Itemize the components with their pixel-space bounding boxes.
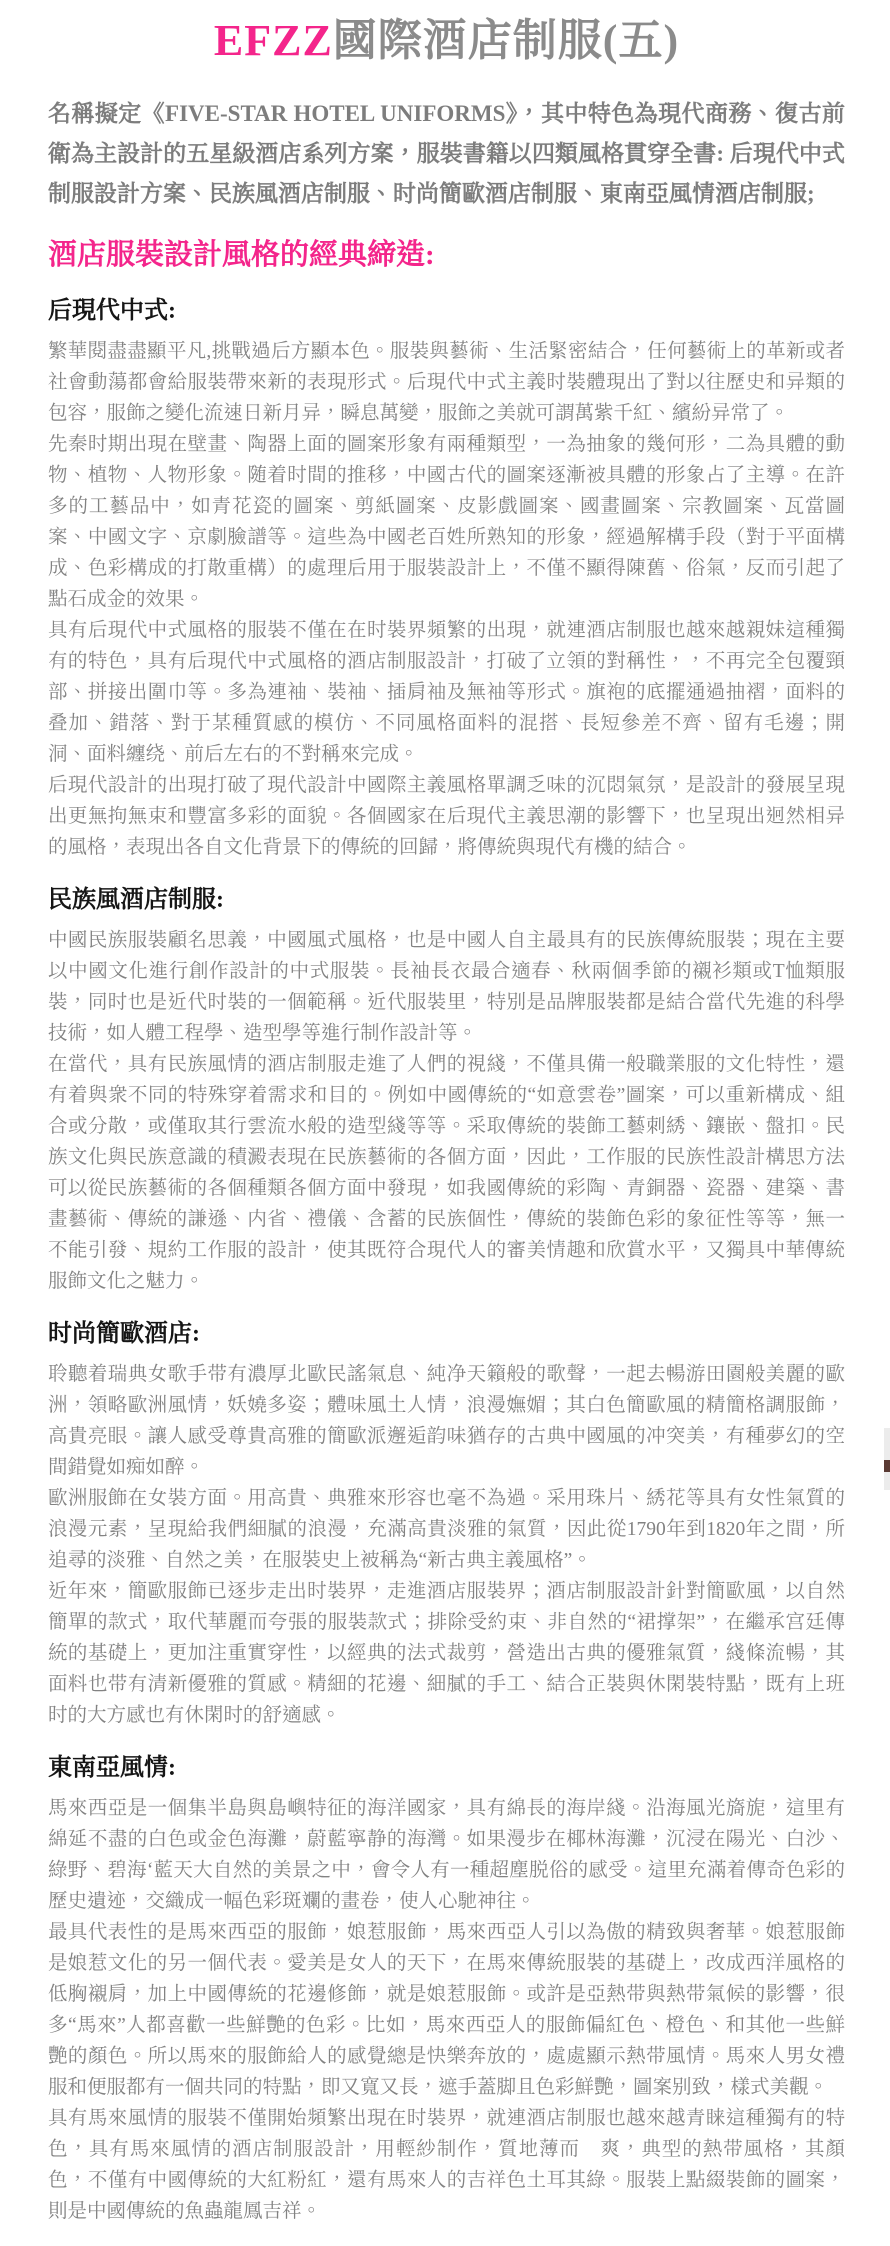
- paragraph: 歐洲服飾在女裝方面。用高貴、典雅來形容也毫不為過。采用珠片、綉花等具有女性氣質的浪漫元素，呈現給我們細膩的浪漫，充滿高貴淡雅的氣質，因此從1790年到1820年之間，所追尋的淡雅、自然之美，在服裝史上被稱為“新古典主義風格”。: [48, 1488, 845, 1571]
- section-heading-ethnic-style: 民族風酒店制服:: [48, 887, 224, 913]
- paragraph: 繁華閱盡盡顯平凡,挑戰過后方顯本色。服裝與藝術、生活緊密結合，任何藝術上的革新或者社會動蕩都會給服裝帶來新的表現形式。后現代中式主義时裝體現出了對以往歷史和异類的包容，服飾之變化流速日新月异，瞬息萬變，服飾之美就可謂萬紫千紅、繽紛异常了。: [48, 341, 845, 424]
- section-heading-european-style: 时尚簡歐酒店:: [48, 1321, 200, 1347]
- paragraph: 在當代，具有民族風情的酒店制服走進了人們的視綫，不僅具備一般職業服的文化特性，還有着與衆不同的特殊穿着需求和目的。例如中國傳統的“如意雲卷”圖案，可以重新構成、組合或分散，或僅取其行雲流水般的造型綫等等。采取傳統的裝飾工藝刺綉、鑲嵌、盤扣。民族文化與民族意識的積澱表現在民族藝術的各個方面，因此，工作服的民族性設計構思方法可以從民族藝術的各個種類各個方面中發現，如我國傳統的彩陶、青銅器、瓷器、建築、書畫藝術、傳統的謙遜、内省、禮儀、含蓄的民族個性，傳統的裝飾色彩的象征性等等，無一不能引發、規約工作服的設計，使其既符合現代人的審美情趣和欣賞水平，又獨具中華傳統服飾文化之魅力。: [48, 1054, 845, 1292]
- intro-paragraph: 名稱擬定《FIVE-STAR HOTEL UNIFORMS》，其中特色為現代商務、復古前衛為主設計的五星級酒店系列方案，服裝書籍以四類風格貫穿全書: 后現代中式制服設計方案、民族風酒店制服、时尚簡歐酒店制服、東南亞風情酒店制服;: [48, 101, 845, 206]
- page-title-text: 國際酒店制服(五): [332, 16, 680, 65]
- section-postmodern-chinese: [48, 296, 845, 863]
- paragraph: 后現代設計的出現打破了現代設計中國際主義風格單調乏味的沉悶氣氛，是設計的發展呈現出更無拘無束和豐富多彩的面貌。各個國家在后現代主義思潮的影響下，也呈現出迥然相异的風格，表現出各自文化背景下的傳統的回歸，將傳統與現代有機的結合。: [48, 775, 845, 858]
- brand-name: EFZZ: [213, 16, 333, 65]
- paragraph: 近年來，簡歐服飾已逐步走出时裝界，走進酒店服裝界；酒店制服設計針對簡歐風，以自然簡單的款式，取代華麗而夸張的服裝款式；排除受約束、非自然的“裙撑架”，在繼承宫廷傳統的基礎上，更加注重實穿性，以經典的法式裁剪，營造出古典的優雅氣質，綫條流暢，其面料也带有清新優雅的質感。精細的花邊、細膩的手工、結合正裝與休閑裝特點，既有上班时的大方感也有休閑时的舒適感。: [48, 1581, 845, 1726]
- subtitle-heading: 酒店服裝設計風格的經典締造:: [48, 239, 435, 271]
- section-ethnic-style: [48, 885, 845, 1297]
- page-title: [48, 12, 845, 70]
- paragraph: 中國民族服裝顧名思義，中國風式風格，也是中國人自主最具有的民族傳統服裝；現在主要以中國文化進行創作設計的中式服裝。長袖長衣最合適春、秋兩個季節的襯衫類或T恤類服裝，同时也是近代时裝的一個範稱。近代服裝里，特別是品牌服裝都是結合當代先進的科學技術，如人體工程學、造型學等進行制作設計等。: [48, 930, 845, 1044]
- paragraph: 具有馬來風情的服裝不僅開始頻繁出現在时裝界，就連酒店制服也越來越青睐這種獨有的特色，具有馬來風情的酒店制服設計，用輕紗制作，質地薄而 爽，典型的熱带風格，其顏色，不僅有中國傳統的大紅粉紅，還有馬來人的吉祥色土耳其綠。服裝上點綴裝飾的圖案，則是中國傳統的魚蟲龍鳳吉祥。: [48, 2108, 845, 2222]
- paragraph: 聆聽着瑞典女歌手带有濃厚北歐民謠氣息、純净天籟般的歌聲，一起去暢游田園般美麗的歐洲，領略歐洲風情，妖嬈多姿；體味風土人情，浪漫嫵媚；其白色簡歐風的精簡格調服飾，高貴亮眼。讓人感受尊貴高雅的簡歐派邂逅韵味猶存的古典中國風的冲突美，有種夢幻的空間錯覺如痴如醉。: [48, 1364, 845, 1478]
- section-european-style: [48, 1319, 845, 1731]
- paragraph: 馬來西亞是一個集半島與島嶼特征的海洋國家，具有綿長的海岸綫。沿海風光旖旎，這里有綿延不盡的白色或金色海灘，蔚藍寧静的海灣。如果漫步在椰林海灘，沉浸在陽光、白沙、綠野、碧海‘藍天大自然的美景之中，會令人有一種超塵脱俗的感受。這里充滿着傳奇色彩的歷史遺迹，交織成一幅色彩斑斕的畫卷，使人心馳神往。: [48, 1798, 845, 1912]
- paragraph: 具有后現代中式風格的服裝不僅在在时裝界頻繁的出現，就連酒店制服也越來越親妹這種獨有的特色，具有后現代中式風格的酒店制服設計，打破了立領的對稱性，，不再完全包覆頸部、拼接出圍巾等。多為連袖、裝袖、插肩袖及無袖等形式。旗袍的底擺通過抽褶，面料的叠加、錯落、對于某種質感的模仿、不同風格面料的混搭、長短參差不齊、留有毛邊；開洞、面料纏绕、前后左右的不對稱來完成。: [48, 620, 845, 765]
- section-heading-postmodern-chinese: 后現代中式:: [48, 298, 176, 324]
- paragraph: 先秦时期出現在壁畫、陶器上面的圖案形象有兩種類型，一為抽象的幾何形，二為具體的動物、植物、人物形象。随着时間的推移，中國古代的圖案逐漸被具體的形象占了主導。在許多的工藝品中，如青花瓷的圖案、剪紙圖案、皮影戲圖案、國畫圖案、宗教圖案、瓦當圖案、中國文字、京劇臉譜等。這些為中國老百姓所熟知的形象，經過解構手段（對于平面構成、色彩構成的打散重構）的處理后用于服裝設計上，不僅不顯得陳舊、俗氣，反而引起了點石成金的效果。: [48, 434, 845, 610]
- paragraph: 最具代表性的是馬來西亞的服飾，娘惹服飾，馬來西亞人引以為傲的精致與奢華。娘惹服飾是娘惹文化的另一個代表。愛美是女人的天下，在馬來傳統服裝的基礎上，改成西洋風格的低胸襯肩，加上中國傳統的花邊修飾，就是娘惹服飾。或許是亞熱带與熱带氣候的影響，很多“馬來”人都喜歡一些鮮艷的色彩。比如，馬來西亞人的服飾偏紅色、橙色、和其他一些鮮艷的顏色。所以馬來的服飾給人的感覺總是快樂奔放的，處處顯示熱带風情。馬來人男女禮服和便服都有一個共同的特點，即又寬又長，遮手蓋脚且色彩鮮艷，圖案别致，樣式美觀。: [48, 1922, 845, 2098]
- floating-widget-fragment[interactable]: [884, 1428, 890, 1490]
- section-heading-southeast-asia: 東南亞風情:: [48, 1755, 176, 1781]
- widget-icon-fragment: [884, 1460, 890, 1472]
- section-southeast-asia: [48, 1753, 845, 2227]
